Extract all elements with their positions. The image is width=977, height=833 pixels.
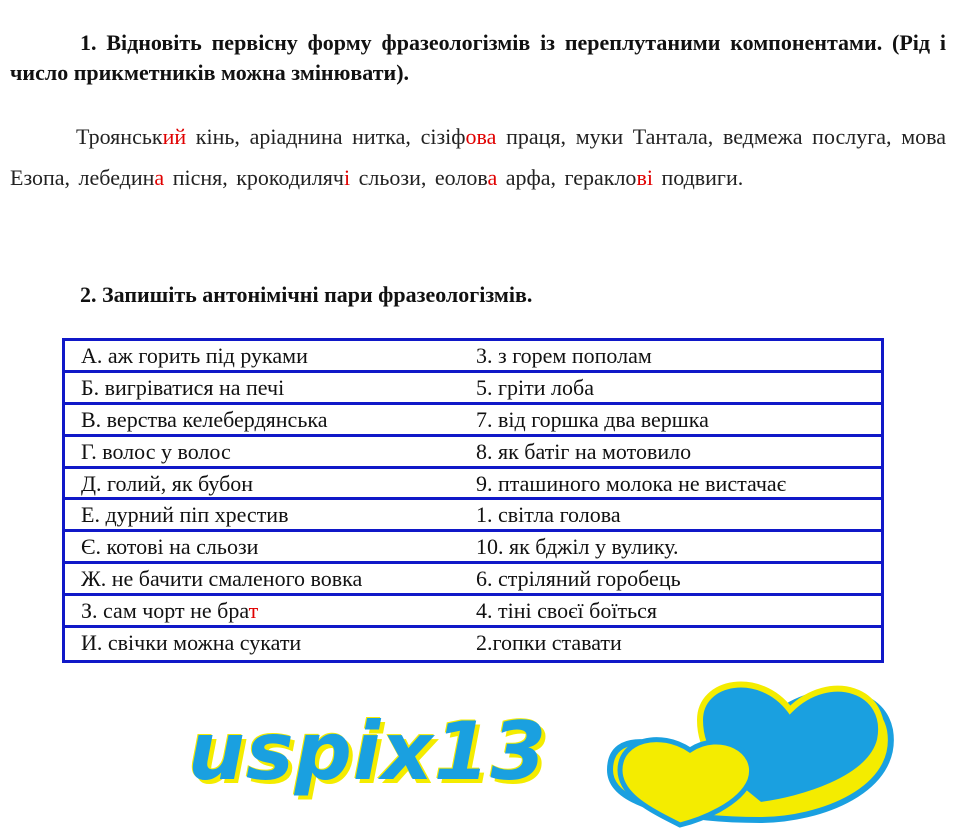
phrase: Троянський кінь, bbox=[76, 124, 250, 149]
right-cell: 7. від горшка два вершка bbox=[476, 406, 709, 432]
right-cell: 2.гопки ставати bbox=[476, 630, 622, 656]
phrase: аріаднина нитка, bbox=[249, 124, 421, 149]
heart-icon bbox=[610, 685, 891, 825]
antonym-pairs-table bbox=[62, 338, 884, 663]
right-cell: 4. тіні своєї боїться bbox=[476, 598, 658, 624]
left-cell: И. свічки можна сукати bbox=[81, 630, 302, 656]
phrase: еолова арфа, bbox=[434, 165, 565, 190]
task1-phrases bbox=[10, 116, 946, 198]
right-cell: 10. як бджіл у вулику. bbox=[476, 534, 679, 560]
left-cell: Е. дурний піп хрестив bbox=[81, 502, 289, 528]
table-row bbox=[65, 596, 881, 628]
left-cell: Б. вигріватися на печі bbox=[81, 374, 285, 400]
left-cell: Г. волос у волос bbox=[81, 438, 231, 464]
table-row bbox=[65, 405, 881, 437]
phrase: лебедина пісня, bbox=[78, 165, 237, 190]
phrase: ведмежа послуга, bbox=[722, 124, 902, 149]
table-row bbox=[65, 564, 881, 596]
right-cell: 1. світла голова bbox=[476, 502, 621, 528]
table-row bbox=[65, 500, 881, 532]
right-cell: 6. стріляний горобець bbox=[476, 566, 681, 592]
left-cell: А. аж горить під руками bbox=[81, 343, 308, 368]
phrase: муки Тантала, bbox=[575, 124, 723, 149]
task2-heading: 2. Запишіть антонімічні пари фразеологізмів. bbox=[80, 282, 533, 307]
table-row bbox=[65, 437, 881, 469]
logo-text: uspix13 bbox=[188, 705, 548, 798]
phrase: сізіфова праця, bbox=[420, 124, 576, 149]
table-row bbox=[65, 373, 881, 405]
left-cell: В. верства келебердянська bbox=[81, 406, 328, 432]
right-cell: 8. як батіг на мотовило bbox=[476, 438, 692, 464]
phrase: крокодилячі сльози, bbox=[236, 165, 435, 190]
right-cell: 9. пташиного молока не вистачає bbox=[476, 470, 787, 496]
left-cell: Ж. не бачити смаленого вовка bbox=[81, 566, 363, 592]
left-cell: Є. котові на сльози bbox=[81, 534, 259, 560]
table-row bbox=[65, 341, 881, 373]
table-row bbox=[65, 469, 881, 501]
right-cell: 3. з горем пополам bbox=[476, 343, 652, 368]
table-row bbox=[65, 532, 881, 564]
task1-heading: 1. Відновіть первісну форму фразеологізмів із переплутаними компонентами. (Рід і число прикметників можна змінювати). bbox=[10, 30, 946, 85]
table-row bbox=[65, 628, 881, 660]
left-cell: Д. голий, як бубон bbox=[81, 470, 254, 496]
right-cell: 5. гріти лоба bbox=[476, 374, 594, 400]
phrase: мова Езопа, bbox=[10, 124, 947, 190]
left-cell: З. сам чорт не брат bbox=[81, 598, 259, 624]
phrase: гераклові подвиги. bbox=[564, 165, 744, 190]
